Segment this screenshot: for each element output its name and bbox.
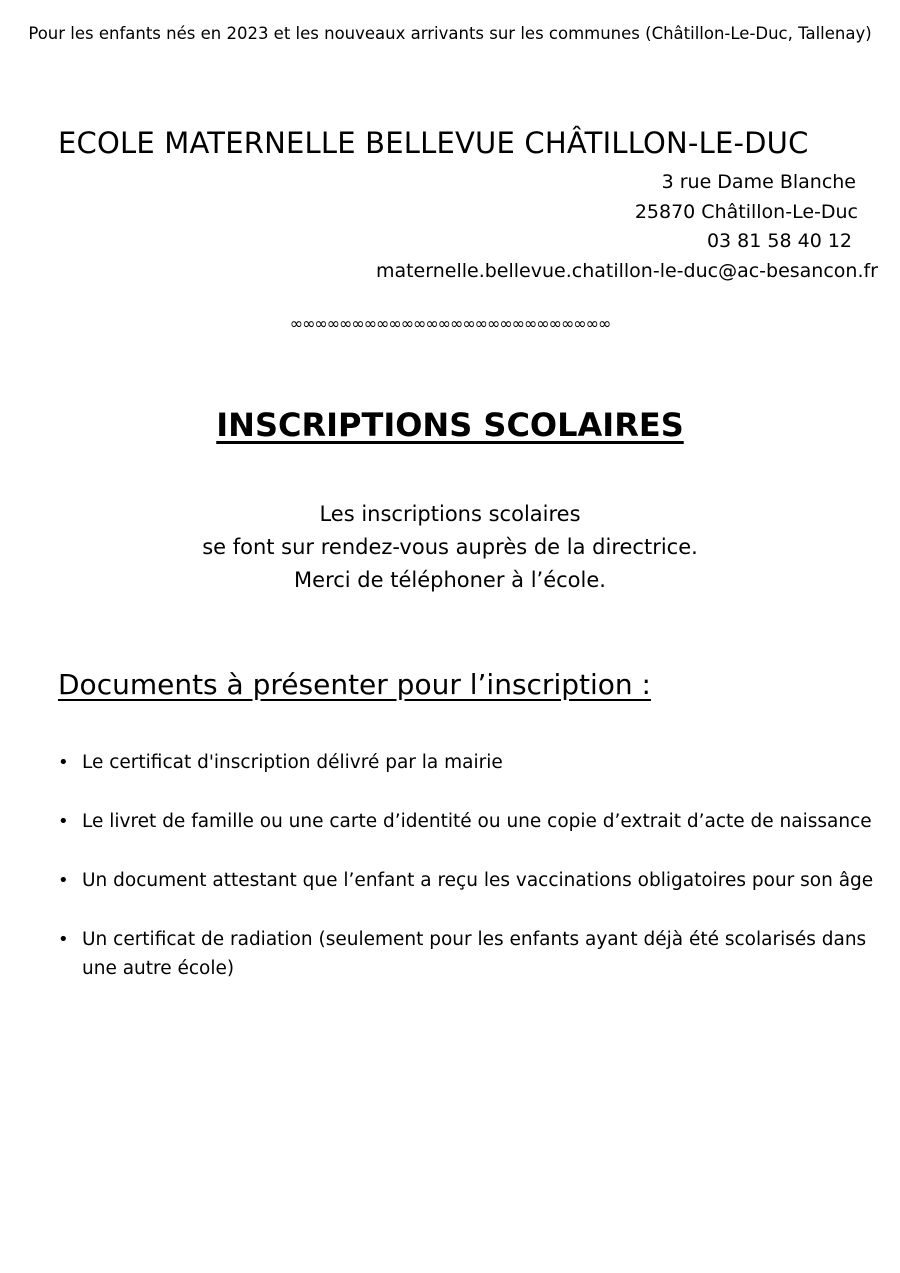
decorative-divider: ∞∞∞∞∞∞∞∞∞∞∞∞∞∞∞∞∞∞∞∞∞∞∞∞∞∞ — [289, 314, 611, 333]
bullet-icon: • — [58, 929, 69, 950]
address-phone: 03 81 58 40 12 — [706, 230, 852, 252]
list-item — [58, 925, 878, 983]
documents-heading: Documents à présenter pour l’inscription : — [58, 668, 651, 701]
intro-line: Les inscriptions scolaires — [319, 502, 581, 526]
school-name: ECOLE MATERNELLE BELLEVUE CHÂTILLON-LE-DUC — [58, 126, 809, 160]
page-title: INSCRIPTIONS SCOLAIRES — [216, 406, 684, 444]
list-item-text: Un certificat de radiation (seulement pour les enfants ayant déjà été scolarisés dans une autre école) — [82, 929, 867, 979]
address-block — [376, 168, 878, 286]
list-item-text: Le certificat d'inscription délivré par la mairie — [82, 752, 503, 773]
list-item-text: Un document attestant que l’enfant a reçu les vaccinations obligatoires pour son âge — [82, 870, 874, 891]
bullet-icon: • — [58, 870, 69, 891]
address-city: 25870 Châtillon-Le-Duc — [634, 200, 858, 223]
list-item — [58, 807, 878, 836]
intro-line: se font sur rendez-vous auprès de la directrice. — [202, 535, 698, 559]
list-item — [58, 866, 878, 895]
bullet-icon: • — [58, 752, 69, 773]
intro-line: Merci de téléphoner à l’école. — [294, 568, 606, 592]
address-street: 3 rue Dame Blanche — [661, 171, 856, 193]
bullet-icon: • — [58, 811, 69, 832]
list-item — [58, 748, 878, 777]
list-item-text: Le livret de famille ou une carte d’identité ou une copie d’extrait d’acte de naissance — [82, 811, 872, 832]
documents-list — [58, 748, 878, 1013]
top-note: Pour les enfants nés en 2023 et les nouveaux arrivants sur les communes (Châtillon-Le-Duc, Tallenay) — [28, 24, 872, 43]
intro-text — [0, 498, 900, 597]
address-email: maternelle.bellevue.chatillon-le-duc@ac-besancon.fr — [375, 259, 878, 282]
